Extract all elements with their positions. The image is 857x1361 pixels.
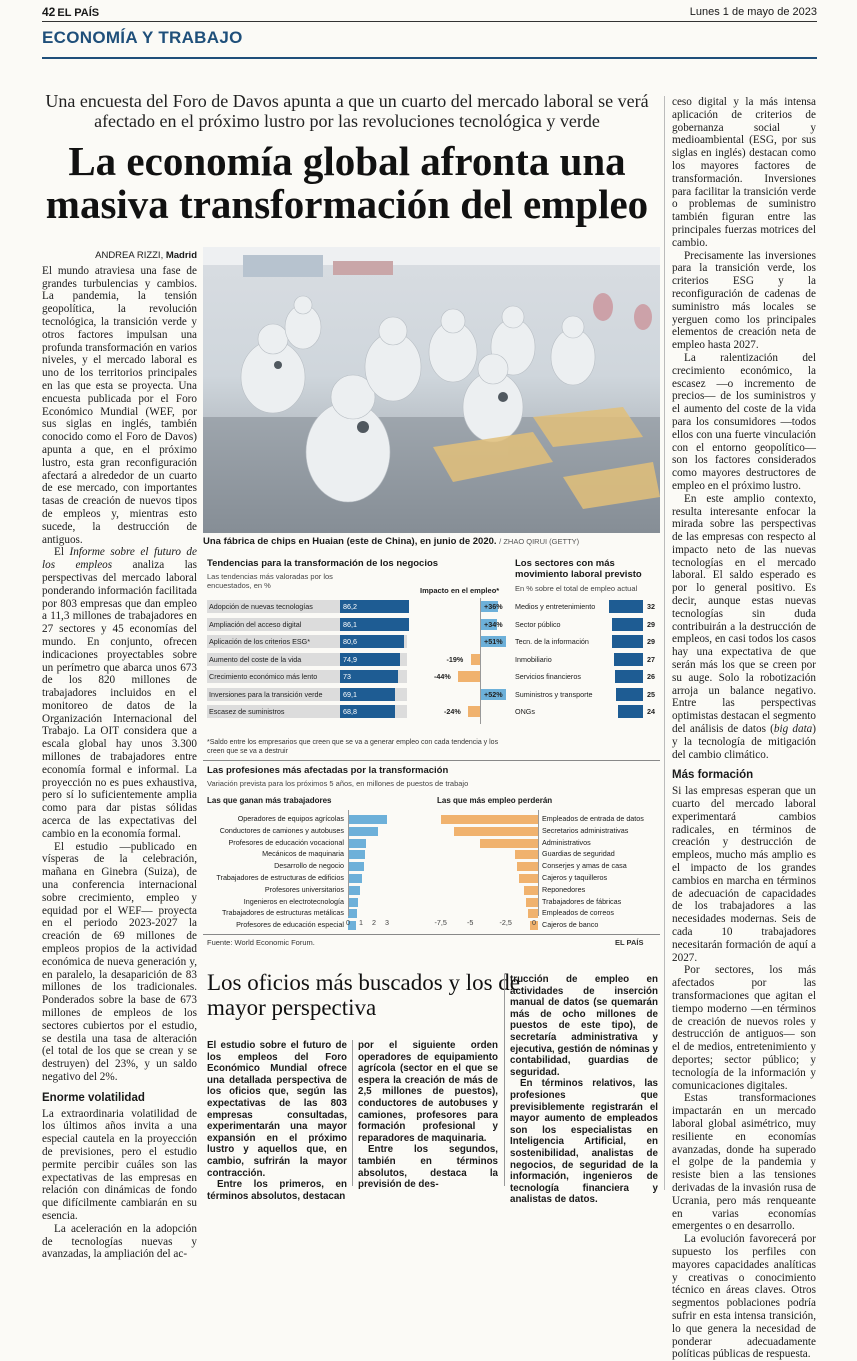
page-number: 42 xyxy=(42,5,56,19)
sidebar-column-2 xyxy=(358,1040,498,1190)
section-title: ECONOMÍA Y TRABAJO xyxy=(42,28,243,47)
loss-bar xyxy=(519,874,539,883)
photo-credit: / ZHAO QIRUI (GETTY) xyxy=(499,537,580,546)
impact-label: -19% xyxy=(446,654,464,664)
chart-source: Fuente: World Economic Forum. xyxy=(207,938,315,947)
category-label: Inmobiliario xyxy=(515,654,552,664)
page-header xyxy=(42,4,817,20)
value-label: 26 xyxy=(647,672,655,681)
impact-bar xyxy=(468,706,480,717)
value-bar xyxy=(612,635,643,648)
value-bar xyxy=(618,705,644,718)
lose-category-label: Cajeros y taquilleros xyxy=(542,873,608,882)
loss-bar xyxy=(524,886,538,895)
lose-category-label: Administrativos xyxy=(542,837,591,847)
category-label: Crecimiento económico más lento xyxy=(209,672,318,681)
value-label: 73 xyxy=(343,672,351,681)
category-label: Adopción de nuevas tecnologías xyxy=(209,602,313,611)
value-label: 69,1 xyxy=(343,689,357,699)
gain-bar xyxy=(348,850,365,859)
text: En este amplio contexto, resulta interesante enfocar la mirada sobre las perspectivas de las empresas con respecto al impacto neto de las nuevas tecnologías en el mercado laboral. El saldo esperado es por lo general positivo. Es decir, aunque estas nuevas tecnologías sin duda contribuirán a la destrucción de empleos, en casi todos los casos hay una expectativa de que serán más los que se creen por su auge. Solo la robotización arroja un balance negativo. Entre las perspectivas optimistas destacan el segmento del análisis de datos ( xyxy=(672,492,816,736)
gain-bar xyxy=(348,839,366,848)
chart3-title: Las profesiones más afectadas por la transformación xyxy=(207,765,449,776)
category-label: Tecn. de la información xyxy=(515,637,589,646)
paragraph: por el siguiente orden operadores de equipamiento agrícola (sector en el que se espera la creación de más de 2,5 millones de puestos), conductores de autobuses y camiones, profesores para formación profesional y reparadores de maquinaria. xyxy=(358,1040,498,1144)
category-label: ONGs xyxy=(515,707,535,716)
category-label: Suministros y transporte xyxy=(515,689,593,699)
value-label: 32 xyxy=(647,602,655,611)
impact-label: +52% xyxy=(484,689,503,699)
paragraph: La aceleración en la adopción de tecnologías nuevas y avanzadas, la ampliación del ac- xyxy=(42,1222,197,1261)
gain-tick-label: 1 xyxy=(359,918,363,927)
paragraph: Si las empresas esperan que un cuarto del mercado laboral experimentará cambios radicales, en términos de creación y destrucción de empleos, mucho más amplio es el impacto de los grandes cambios en marcha en términos de adecuación de capacidades de los trabajadores a las necesidades modernas. Seis de cada 10 trabajadores necesitarán formación de aquí a 2027. xyxy=(672,785,816,964)
subheading: Más formación xyxy=(672,769,754,782)
gain-category-label: Profesores de educación especial xyxy=(236,920,344,930)
category-label: Escasez de suministros xyxy=(209,707,285,716)
value-bar xyxy=(609,600,643,613)
value-label: 29 xyxy=(647,637,655,646)
gain-bar xyxy=(348,874,362,883)
chart1-subtitle: Las tendencias más valoradas por los encuestados, en % xyxy=(207,572,333,590)
category-label: Sector público xyxy=(515,619,561,629)
loss-bar xyxy=(517,862,538,871)
issue-date: Lunes 1 de mayo de 2023 xyxy=(689,6,817,18)
column-divider xyxy=(664,96,665,1190)
value-label: 25 xyxy=(647,689,655,699)
value-bar xyxy=(612,618,643,631)
paragraph: El estudio —publicado en vísperas de la celebración, mañana en Ginebra (Suiza), de una conferencia internacional sobre crecimiento, empleo y equidad por el WEF— proyecta en el periodo 2023-2027 la creación de 69 millones de empleos propios de la actividad económica de nueva generación y, en paralelo, la desaparición de 83 millones de los tradicionales. Ponderados sobre la base de 673 millones de empleos de los sectores cubiertos por el estudio, se destila una tasa de alteración (el total de los que se crean y se destruyen) del 23%, y un saldo negativo del 2%. xyxy=(42,840,197,1083)
text: ) y la tecnología de mitigación del cambio climático. xyxy=(672,723,817,761)
lose-title: Las que más empleo perderán xyxy=(437,796,553,805)
kicker: Una encuesta del Foro de Davos apunta a que un cuarto del mercado laboral se verá afectado en el próximo lustro por las revoluciones tecnológica y verde xyxy=(45,91,649,131)
gain-category-label: Trabajadores de estructuras de edificios xyxy=(216,873,344,882)
value-label: 86,2 xyxy=(343,602,357,611)
text: big data xyxy=(773,723,813,736)
lose-axis xyxy=(538,810,539,916)
photo-illustration xyxy=(203,247,660,533)
loss-bar xyxy=(454,827,539,836)
category-label: Aplicación de los criterios ESG* xyxy=(209,637,311,646)
lose-category-label: Empleados de entrada de datos xyxy=(542,814,644,823)
lose-category-label: Cajeros de banco xyxy=(542,920,599,930)
chart1-title: Tendencias para la transformación de los negocios xyxy=(207,558,439,569)
value-label: 27 xyxy=(647,654,655,664)
gain-bar xyxy=(348,862,364,871)
value-label: 74,9 xyxy=(343,654,357,664)
gain-category-label: Desarrollo de negocio xyxy=(274,861,344,871)
impact-bar xyxy=(458,671,480,682)
gain-title: Las que ganan más trabajadores xyxy=(207,796,332,805)
gain-bar xyxy=(348,827,378,836)
value-label: 29 xyxy=(647,619,655,629)
article-column-3 xyxy=(672,96,817,1361)
paragraph: Entre los segundos, también en términos absolutos, destaca la previsión de des- xyxy=(358,1144,498,1191)
loss-bar xyxy=(480,839,539,848)
gain-bar xyxy=(348,815,387,824)
value-label: 80,6 xyxy=(343,637,357,646)
impact-bar xyxy=(471,654,481,665)
subheading: Enorme volatilidad xyxy=(42,1091,145,1104)
paragraph: trucción de empleo en actividades de inserción manual de datos (se quemarán más de ocho millones de puestos de este tipo), de secretaría administrativa y ejecutiva, gestión de nóminas y contabilidad, guardias de seguridad. xyxy=(510,974,658,1078)
category-label: Inversiones para la transición verde xyxy=(209,689,323,699)
infographic xyxy=(203,552,660,954)
lose-tick-label: -5 xyxy=(467,918,474,927)
gain-tick-label: 0 xyxy=(346,918,350,927)
lose-category-label: Guardias de seguridad xyxy=(542,849,615,859)
category-label: Aumento del coste de la vida xyxy=(209,654,302,664)
value-label: 86,1 xyxy=(343,619,357,629)
paragraph: Entre los primeros, en términos absolutos, destacan xyxy=(207,1179,347,1202)
impact-label: -24% xyxy=(444,707,461,716)
gain-axis xyxy=(348,810,349,916)
header-rule xyxy=(42,21,817,22)
loss-bar xyxy=(515,850,538,859)
masthead-brand: EL PAÍS xyxy=(57,7,100,19)
byline-place: Madrid xyxy=(165,250,197,261)
lose-category-label: Trabajadores de fábricas xyxy=(542,896,622,906)
column-divider xyxy=(504,974,505,1186)
lose-tick-label: 0 xyxy=(532,918,536,927)
paragraph: En términos relativos, las profesiones que previsiblemente registrarán el mayor aumento de empleados son los especialistas en Inteligencia Artificial, en sostenibilidad, analistas de negocios, de seguridad de la información, ingenieros de tecnología financiera y analistas de datos. xyxy=(510,1078,658,1206)
loss-bar xyxy=(441,815,539,824)
chart-brand: EL PAÍS xyxy=(615,938,644,947)
chart3-subtitle: Variación prevista para los próximos 5 años, en millones de puestos de trabajo xyxy=(207,779,469,788)
paragraph: Por sectores, los más afectados por las transformaciones que agitan el tiempo moderno —en términos de creación de nuevos roles y destrucción de antiguos— son el de medios, entretenimiento y deportes; sector público; y tecnología de la información y comunicaciones digitales. xyxy=(672,964,816,1092)
report-title: Informe sobre el futuro de los empleos xyxy=(42,546,197,572)
paragraph xyxy=(42,546,197,840)
byline-author: ANDREA RIZZI, xyxy=(95,250,164,261)
value-bar xyxy=(614,653,643,666)
chart1-note: *Saldo entre los empresarios que creen que se va a generar empleo con cada tendencia y los creen que se va a destruir xyxy=(207,739,499,755)
gain-category-label: Operadores de equipos agrícolas xyxy=(237,814,344,823)
gain-tick-label: 2 xyxy=(372,918,376,927)
value-label: 68,8 xyxy=(343,707,357,716)
column-divider xyxy=(352,1040,353,1186)
gain-bar xyxy=(348,898,358,907)
chart2-subtitle: En % sobre el total de empleo actual xyxy=(515,584,638,593)
paragraph: La extraordinaria volatilidad de los últimos años invita a una especial cautela en la proyección de previsiones, pero el estudio permite percibir cuáles son las expectativas de las empresas en relación con dinámicas de fondo que difícilmente cambiarán en su esencia. xyxy=(42,1107,197,1222)
gain-bar xyxy=(348,886,360,895)
value-bar xyxy=(616,688,643,701)
chart1-impact-label: Impacto en el empleo* xyxy=(420,586,500,595)
text: El xyxy=(54,546,70,559)
lose-tick-label: -7,5 xyxy=(434,918,447,927)
lose-tick-label: -2,5 xyxy=(499,918,512,927)
impact-label: +34% xyxy=(484,619,503,629)
category-label: Medios y entretenimiento xyxy=(515,602,596,611)
paragraph: La evolución favorecerá por supuesto los perfiles con mayores capacidades analíticas y creativas o conocimiento técnico en áreas claves. Otros segmentos poblaciones podría sufrir en esta intensa transición, lo que genera la necesidad de ponderar adecuadamente políticas públicas de respuesta. xyxy=(672,1233,816,1361)
impact-label: -44% xyxy=(434,672,451,681)
paragraph: El estudio sobre el futuro de los empleos del Foro Económico Mundial ofrece una detallada perspectiva de los oficios que, según las expectativas de las 803 empresas consultadas, experimentarán una mayor expansión en el próximo lustro y aquellos que, en cambio, sufrirán la mayor contracción. xyxy=(207,1040,347,1179)
photo-caption xyxy=(203,536,660,547)
factory-photo xyxy=(203,247,660,533)
impact-label: +36% xyxy=(484,602,503,611)
paragraph: ceso digital y la más intensa aplicación de criterios de gobernanza social y medioambiental (ESG, por sus siglas en inglés) destacan como los mayores factores de transformación. Inversiones para facilitar la transición verde o problemas de suministro también figuran entre las principales fuerzas motrices del cambio. xyxy=(672,96,816,249)
caption-text: Una fábrica de chips en Huaian (este de China), en junio de 2020. xyxy=(203,536,497,547)
category-label: Ampliación del acceso digital xyxy=(209,619,302,629)
gain-category-label: Ingenieros en electrotecnología xyxy=(243,896,344,906)
paragraph: Precisamente las inversiones para la transición verde, los criterios ESG y la reconfiguración de cadenas de suministro más locales se yerguen como los principales elementos de creación neta de empleo hasta 2027. xyxy=(672,249,816,352)
byline xyxy=(42,250,197,263)
headline: La economía global afronta una masiva transformación del empleo xyxy=(45,138,649,227)
chart-divider xyxy=(203,934,660,935)
gain-category-label: Conductores de camiones y autobuses xyxy=(219,825,344,835)
lose-category-label: Empleados de correos xyxy=(542,908,614,918)
gain-tick-label: 3 xyxy=(385,918,389,927)
paragraph: Estas transformaciones impactarán en un mercado laboral global asimétrico, muy resiliente en economías avanzadas, donde ha superado el golpe de la pandemia y resiste bien a las tensiones derivadas de la invasión rusa de Ucrania, pero más renqueante en varias economías emergentes o en desarrollo. xyxy=(672,1092,816,1233)
category-label: Servicios financieros xyxy=(515,672,581,681)
paragraph: La ralentización del crecimiento económico, la escasez —o incremento de precios— de los suministros y el aumento del coste de la vida para los consumidores —todos ellos con una fuerte vinculación con el entorno geopolítico— son los factores considerados como mayores destructores de empleo en el próximo lustro. xyxy=(672,351,816,492)
sidebar-column-3 xyxy=(510,974,658,1206)
impact-axis xyxy=(480,598,481,724)
lose-category-label: Reponedores xyxy=(542,884,586,894)
gain-category-label: Trabajadores de estructuras metálicas xyxy=(222,908,344,918)
section-rule xyxy=(42,57,817,59)
lose-category-label: Secretarios administrativas xyxy=(542,825,629,835)
chart-divider xyxy=(203,760,660,761)
loss-bar xyxy=(526,898,538,907)
gain-category-label: Profesores universitarios xyxy=(264,884,344,894)
sidebar-headline: Los oficios más buscados y los de mayor perspectiva xyxy=(207,970,521,1020)
gain-category-label: Mecánicos de maquinaria xyxy=(262,849,344,859)
sidebar-column-1 xyxy=(207,1040,347,1202)
paragraph xyxy=(672,493,816,762)
chart2-title: Los sectores con más movimiento laboral previsto xyxy=(515,558,642,580)
lose-category-label: Conserjes y amas de casa xyxy=(542,861,627,871)
paragraph: El mundo atraviesa una fase de grandes turbulencias y cambios. La pandemia, la tensión geopolítica, la revolución tecnológica, la transición verde y otros factores impulsan una profunda transformación en varios niveles, y el mercado laboral es uno de los territorios principales en las que esta se proyecta. Una encuesta publicada por el Foro Económico Mundial (WEF, por sus siglas en inglés, también conocido como el Foro de Davos) apunta a que, en el próximo lustro, esta gran reconfiguración afectará a alrededor de un cuarto de ese mercado, con importantes tasas de creación de nuevos tipos de empleos y, mientras esto sucede, la destrucción de antiguos. xyxy=(42,264,197,546)
value-label: 24 xyxy=(647,707,655,716)
gain-category-label: Profesores de educación vocacional xyxy=(228,837,344,847)
text: analiza las perspectivas del mercado laboral ponderando información facilitada por 803 empresas que dan empleo a 11,3 millones de trabajadores en 27 sectores y 45 economías del mundo. En conjunto, ofrecen indicaciones proyectables sobre un perímetro que abarca unos 673 de los 820 millones de trabajadores incluidos en el monitoreo de datos de la Organización Internacional del Trabajo. La OIT considera que a escala global hay unos 3.300 millones de trabajadores entre economía formal e informal. La proyección no es pues exhaustiva, pero sí lo suficientemente amplia como para dar pistas sólidas acerca de las expectativas del cambio en la economía formal. xyxy=(42,559,197,840)
impact-label: +51% xyxy=(484,637,503,646)
article-column-1 xyxy=(42,250,197,1261)
value-bar xyxy=(615,670,643,683)
